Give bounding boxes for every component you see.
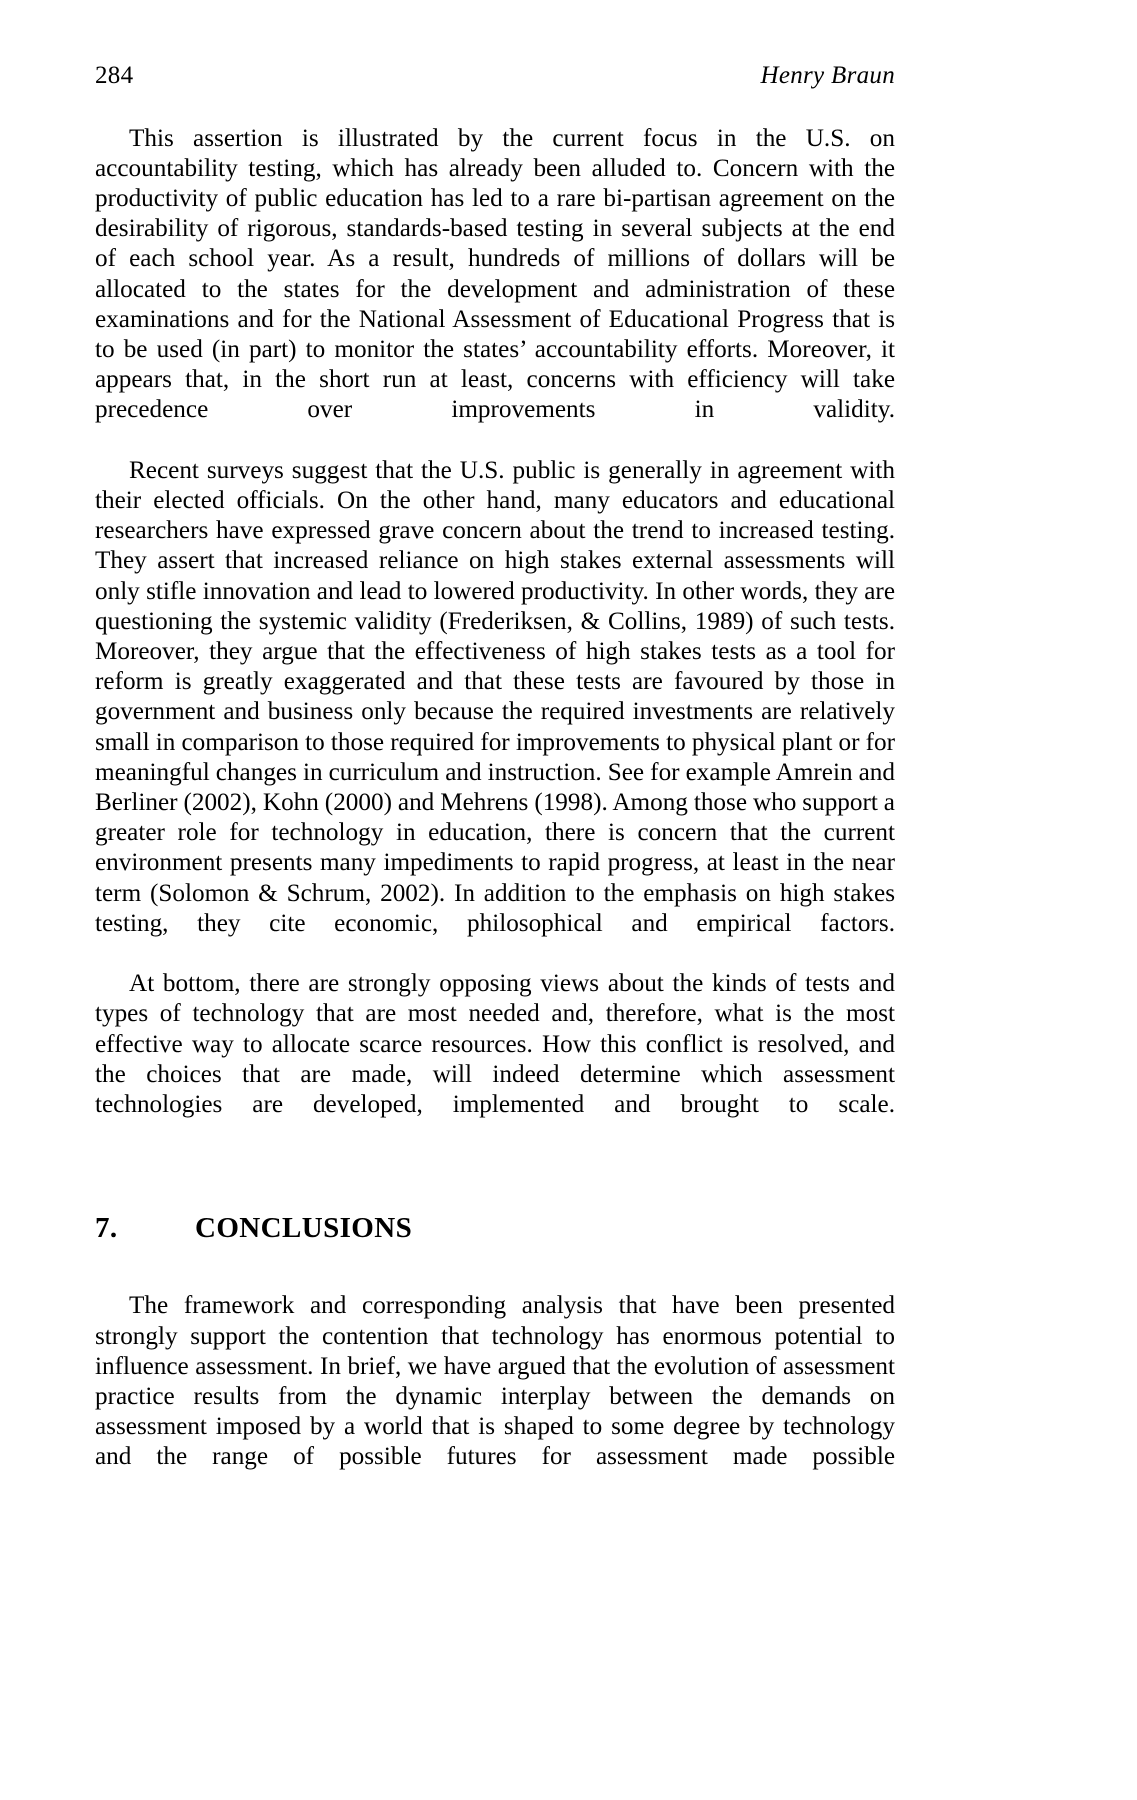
conclusions-paragraph-1: The framework and corresponding analysis that have been presented strongly support the contention that technology has enormous potential to influence assessment. In brief, we have argued that the evolution of assessment practice results from the dynamic interplay between the demands on assessment imposed by a world that is shaped to some degree by technology and the range of possible futures for assessment made possible: [95, 1292, 895, 1471]
section-title: CONCLUSIONS: [195, 1212, 413, 1245]
page-content: [95, 62, 895, 1503]
body-paragraph-3: At bottom, there are strongly opposing views about the kinds of tests and types of technology that are most needed and, therefore, what is the most effective way to allocate scarce resources. How this conflict is resolved, and the choices that are made, will indeed determine which assessment technologies are developed, implemented and brought to scale.: [95, 970, 895, 1118]
body-paragraph-1: This assertion is illustrated by the current focus in the U.S. on accountability testing, which has already been alluded to. Concern with the productivity of public education has led to a rare bi-partisan agreement on the desirability of rigorous, standards-based testing in several subjects at the end of each school year. As a result, hundreds of millions of dollars will be allocated to the states for the development and administration of these examinations and for the National Assessment of Educational Progress that is to be used (in part) to monitor the states’ accountability efforts. Moreover, it appears that, in the short run at least, concerns with efficiency will take precedence over improvements in validity.: [95, 124, 895, 424]
running-header: [95, 62, 895, 90]
running-head-author: Henry Braun: [760, 62, 895, 89]
page-number: 284: [95, 62, 134, 89]
section-number: 7.: [95, 1212, 118, 1245]
body-paragraph-2: Recent surveys suggest that the U.S. public is generally in agreement with their elected officials. On the other hand, many educators and educational researchers have expressed grave concern about the trend to increased testing. They assert that increased reliance on high stakes external assessments will only stifle innovation and lead to lowered productivity. In other words, they are questioning the systemic validity (Frederiksen, & Collins, 1989) of such tests. Moreover, they argue that the effectiveness of high stakes tests as a tool for reform is greatly exaggerated and that these tests are favoured by those in government and business only because the required investments are relatively small in comparison to those required for improvements to physical plant or for meaningful changes in curriculum and instruction. See for example Amrein and Berliner (2002), Kohn (2000) and Mehrens (1998). Among those who support a greater role for technology in education, there is concern that the current environment presents many impediments to rapid progress, at least in the near term (Solomon & Schrum, 2002). In addition to the emphasis on high stakes testing, they cite economic, philosophical and empirical factors.: [95, 456, 895, 937]
section-heading: [95, 1212, 895, 1245]
